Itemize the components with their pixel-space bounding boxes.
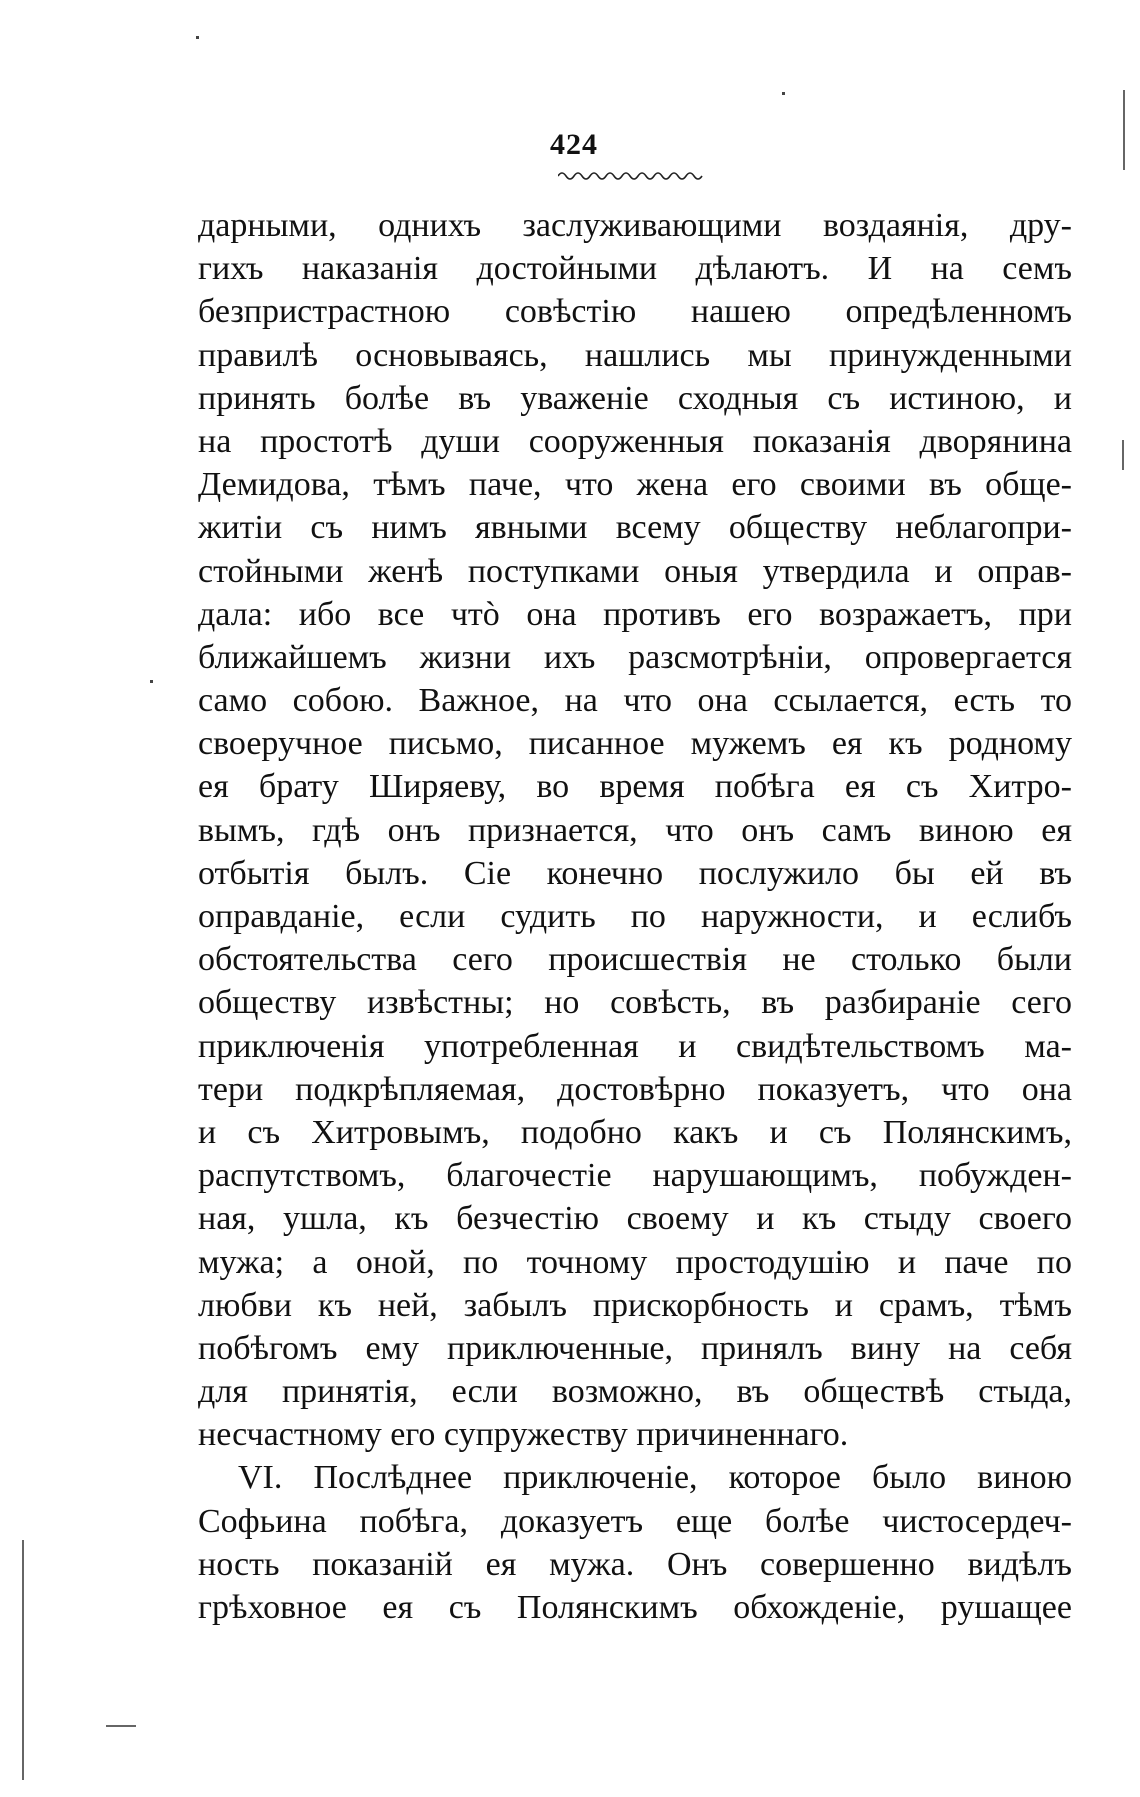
scan-speck bbox=[150, 680, 153, 683]
text-line: ея брату Ширяеву, во время побѣга ея съ Хитро- bbox=[198, 768, 1072, 806]
text-line: побѣгомъ ему приключенные, принялъ вину на себя bbox=[198, 1329, 1072, 1367]
page-number: 424 bbox=[550, 128, 598, 161]
text-line: отбытія былъ. Сіе конечно послужило бы ей въ bbox=[198, 854, 1072, 892]
text-line: вымъ, гдѣ онъ признается, что онъ самъ виною ея bbox=[198, 811, 1072, 849]
text-line: любви къ ней, забылъ прискорбность и срамъ, тѣмъ bbox=[198, 1286, 1072, 1324]
text-line: правилѣ основываясь, нашлись мы принужденными bbox=[198, 336, 1072, 374]
text-line: Демидова, тѣмъ паче, что жена его своими въ обще- bbox=[198, 466, 1072, 504]
text-line: обстоятельства сего происшествія не столько были bbox=[198, 941, 1072, 979]
text-line: стойными женѣ поступками оныя утвердила и оправ- bbox=[198, 552, 1072, 590]
text-line: житіи съ нимъ явными всему обществу неблагопри- bbox=[198, 509, 1072, 547]
text-line: несчастному его супружеству причиненнаго. bbox=[198, 1416, 849, 1454]
text-line: само собою. Важное, на что она ссылается, есть то bbox=[198, 682, 1072, 720]
text-line: приключенія употребленная и свидѣтельствомъ ма- bbox=[198, 1027, 1072, 1065]
text-line: принять болѣе въ уваженіе сходныя съ истиною, и bbox=[198, 379, 1072, 417]
scan-edge-line bbox=[1122, 440, 1124, 470]
text-line: ная, ушла, къ безчестію своему и къ стыду своего bbox=[198, 1200, 1072, 1238]
text-line: ближайшемъ жизни ихъ разсмотрѣніи, опровергается bbox=[198, 638, 1072, 676]
scan-speck bbox=[196, 36, 199, 39]
body-text bbox=[198, 204, 1072, 1629]
scan-edge-line bbox=[106, 1725, 136, 1727]
text-line: дала: ибо все чтò она противъ его возражаетъ, при bbox=[198, 595, 1072, 633]
text-line: VI. Послѣднее приключеніе, которое было виною bbox=[238, 1459, 1072, 1497]
text-line: грѣховное ея съ Полянскимъ обхожденіе, рушащее bbox=[198, 1589, 1072, 1626]
text-line: обществу извѣстны; но совѣсть, въ разбираніе сего bbox=[198, 984, 1072, 1022]
text-line: распутствомъ, благочестіе нарушающимъ, побужден- bbox=[198, 1157, 1072, 1195]
text-line: и съ Хитровымъ, подобно какъ и съ Полянскимъ, bbox=[198, 1113, 1072, 1151]
text-line: гихъ наказанія достойными дѣлаютъ. И на семъ bbox=[198, 250, 1072, 288]
text-line: ность показаній ея мужа. Онъ совершенно видѣлъ bbox=[198, 1545, 1072, 1583]
scan-speck bbox=[782, 92, 785, 95]
text-line: Софьина побѣга, доказуетъ еще болѣе чистосердеч- bbox=[198, 1502, 1072, 1540]
text-line: оправданіе, если судить по наружности, и еслибъ bbox=[198, 898, 1072, 935]
text-line: безпристрастною совѣстію нашею опредѣленномъ bbox=[198, 293, 1072, 331]
scan-edge-line bbox=[1123, 90, 1125, 170]
text-line: своеручное письмо, писанное мужемъ ея къ родному bbox=[198, 725, 1072, 763]
text-line: на простотѣ души сооруженныя показанія дворянина bbox=[198, 422, 1072, 460]
text-line: для принятія, если возможно, въ обществѣ стыда, bbox=[198, 1373, 1072, 1411]
text-line: дарными, однихъ заслуживающими воздаянія, дру- bbox=[198, 207, 1072, 244]
text-line: мужа; а оной, по точному простодушію и паче по bbox=[198, 1243, 1072, 1281]
text-line: тери подкрѣпляемая, достовѣрно показуетъ, что она bbox=[198, 1070, 1072, 1108]
wavy-rule-ornament bbox=[558, 168, 708, 180]
scan-edge-line bbox=[22, 1540, 24, 1780]
